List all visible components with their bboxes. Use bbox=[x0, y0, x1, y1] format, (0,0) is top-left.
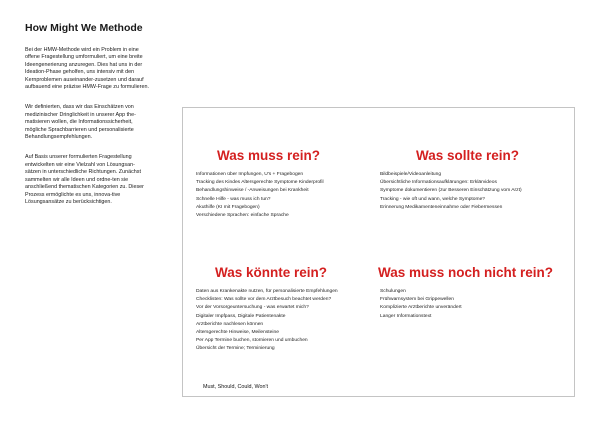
list-item: Behandlungshinweise / -Anweisungen bei Krankheit bbox=[196, 188, 309, 194]
wont-quadrant bbox=[367, 265, 553, 321]
must-heading: Was muss rein? bbox=[217, 148, 321, 163]
list-item: Informationen über Impfungen, U's + Fragebogen bbox=[196, 172, 304, 177]
should-quadrant bbox=[380, 148, 522, 212]
list-item: Schnelle Hilfe - was muss ich tun? bbox=[196, 196, 271, 202]
list-item: Übersicht der Termine; Terminierung bbox=[196, 346, 275, 352]
list-item: Altersgerechte Hinweise, Meilensteine bbox=[196, 330, 279, 336]
list-item: Daten aus Krankenakte nutzen, für personalisierte Empfehlungen bbox=[196, 289, 338, 294]
intro-paragraph: Bei der HMW-Methode wird ein Problem in eine offene Fragestellung umformuliert, um eine breite Ideengenerierung anzuregen. Dies hat uns in der Ideation-Phase geholfen, uns intensiv mit den Kernproblemen auseinander-zusetzen und darauf aufbauend eine präzise HMW-Frage zu formulieren. bbox=[25, 47, 149, 91]
list-item: Checklisten: Was sollte vor dem Arztbesuch beachtet werden? bbox=[196, 297, 332, 303]
list-item: Langer Informationstext bbox=[380, 313, 432, 319]
list-item: Tracking des Kindes Altersgerechte Symptome Kinderprofil bbox=[196, 180, 324, 186]
definition-paragraph: Wir definierten, dass wir das Einschätzen von medizinischer Dringlichkeit in unserer App the-matisieren wollen, die Informationssicherheit, mögliche Sprachbarrieren und personalisierte Behandlungsempfehlungen. bbox=[25, 104, 136, 141]
list-item: Komplizierte Arztberichte unverändert bbox=[380, 305, 462, 311]
left-text-column bbox=[25, 22, 150, 219]
list-item: Verschiedene Sprachen: einfache Sprache bbox=[196, 213, 289, 219]
moscow-footer-label: Must, Should, Could, Won't bbox=[203, 384, 269, 390]
could-quadrant bbox=[196, 265, 338, 354]
wont-heading: Was muss noch nicht rein? bbox=[378, 265, 554, 280]
list-item: Vor der Vorsorgeuntersuchung - was erwartet mich? bbox=[196, 305, 309, 311]
should-heading: Was sollte rein? bbox=[416, 148, 520, 163]
list-item: Übersichtliche Informationsaufklärungen: Erklärvideos bbox=[380, 180, 497, 186]
list-item: Tracking - wie oft und wann, welche Symptome? bbox=[380, 196, 486, 202]
list-item: Frühwarnsystem bei Grippewellen bbox=[380, 297, 454, 303]
list-item: Digitaler Impfpass, Digitale Patientenakte bbox=[196, 313, 286, 319]
could-heading: Was könnte rein? bbox=[215, 265, 328, 280]
moscow-board bbox=[182, 107, 575, 397]
must-quadrant bbox=[196, 148, 324, 220]
should-list bbox=[380, 171, 522, 212]
must-list bbox=[196, 171, 324, 220]
page-title: How Might We Methode bbox=[25, 22, 143, 34]
list-item: Per App Termine buchen, stornieren und umbuchen bbox=[196, 338, 308, 344]
list-item: Arztberichte nachlesen können bbox=[196, 321, 264, 327]
list-item: Erinnerung Medikamenteneinnahme oder Fiebermessen bbox=[380, 204, 503, 210]
list-item: Akuthilfe (KI mit Fragebogen) bbox=[196, 204, 260, 210]
list-item: Symptome dokumentieren (zur Besseren Einschätzung vom Arzt) bbox=[380, 188, 522, 194]
wont-list bbox=[380, 288, 553, 321]
list-item: Schulungen bbox=[380, 289, 406, 294]
could-list bbox=[196, 288, 338, 354]
process-paragraph: Auf Basis unserer formulierten Fragestellung entwickelten wir eine Vielzahl von Lösungsan-sätzen in unterschiedliche Richtungen. Zunächst sammelten wir alle Ideen und ordne-ten sie anschließend thematischen Kategorien zu. Dieser Prozess ermöglichte es uns, innova-tive Lösungsansätze zu berücksichtigen. bbox=[25, 154, 144, 205]
list-item: Bildbeispiele/Videoanleitung bbox=[380, 172, 442, 177]
